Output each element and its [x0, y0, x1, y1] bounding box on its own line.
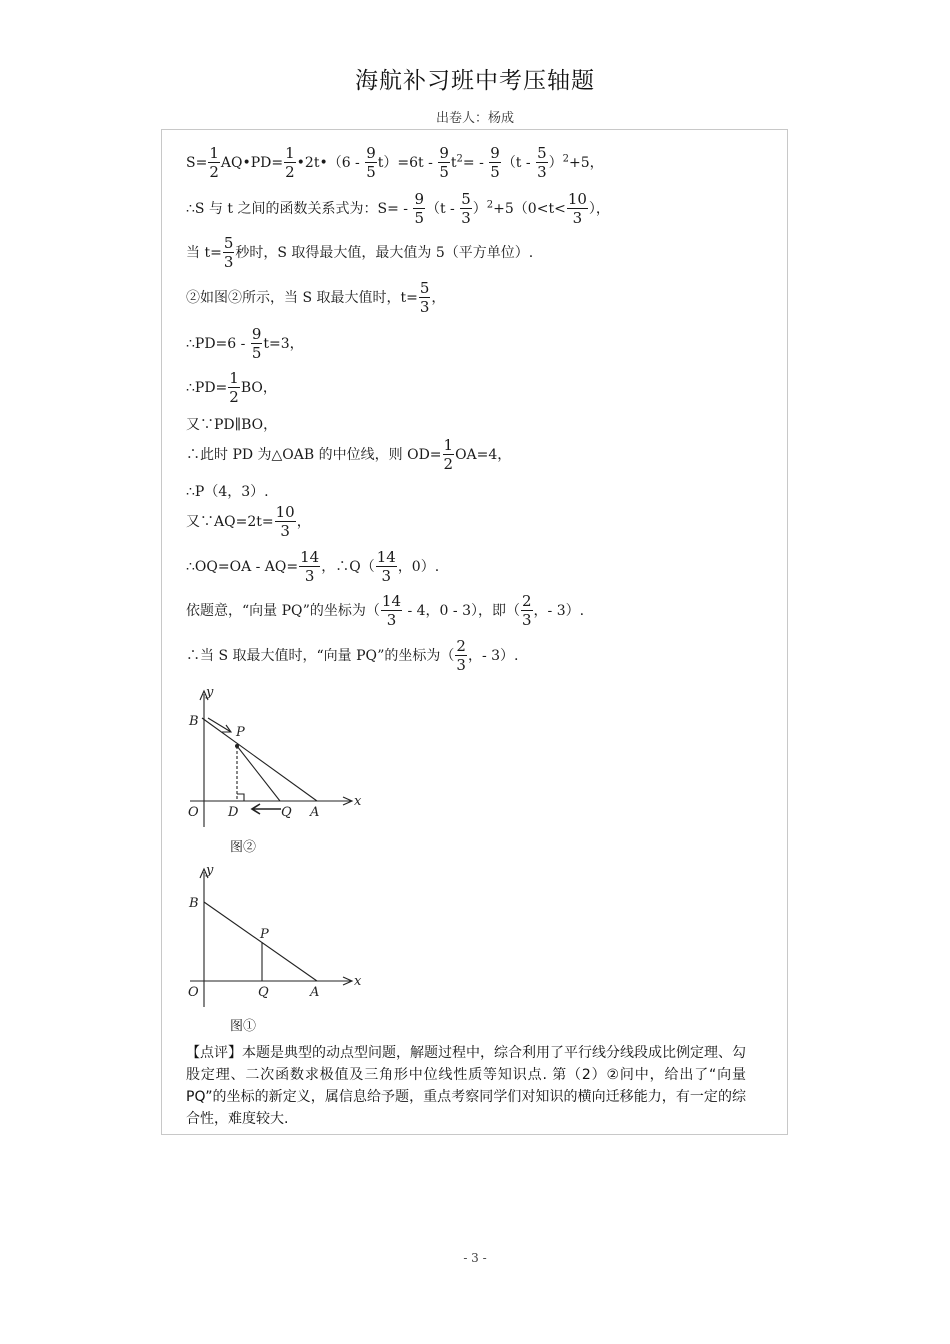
figure-2-diagram	[180, 682, 370, 832]
text-segment: ），	[588, 201, 610, 217]
text-segment: 依题意，“向量 PQ”的坐标为（	[186, 603, 380, 619]
figure-2-caption: 图②	[230, 840, 257, 855]
text-segment: •2t•（6 -	[296, 155, 365, 171]
solution-line-13	[186, 639, 519, 673]
fraction: $\frac{9}{5}$	[490, 144, 500, 181]
label-O: O	[188, 985, 199, 1000]
page-title: 海航补习班中考压轴题	[355, 68, 595, 94]
fraction: $\frac{9}{5}$	[251, 325, 262, 362]
label-x: x	[354, 794, 362, 809]
text-segment: - 4，0 - 3），即（	[403, 603, 520, 619]
solution-line-3	[186, 236, 533, 270]
label-D: D	[228, 805, 239, 820]
text-segment: ②如图②所示，当 S 取最大值时，t=	[186, 290, 418, 306]
fraction: $\frac{5}{3}$	[419, 279, 430, 316]
comment-paragraph: 【点评】本题是典型的动点型问题，解题过程中，综合利用了平行线分线段成比例定理、勾股定理、二次函数求极值及三角形中位线性质等知识点. 第（2）②问中，给出了“向量 PQ”的坐标的新定义，属信息给予题，重点考察同学们对知识的横向迁移能力，有一定的综合性，难度较大.	[186, 1045, 746, 1127]
label-A: A	[310, 985, 320, 1000]
text-segment: S=	[186, 155, 208, 171]
text-segment: +5，	[569, 155, 604, 171]
text-segment: ，	[296, 514, 311, 530]
line-PQ	[237, 746, 280, 801]
solution-line-9: ∴P（4，3）.	[186, 484, 269, 500]
text-segment: AQ•PD=	[220, 155, 284, 171]
label-B: B	[189, 714, 199, 729]
label-y: y	[206, 863, 214, 878]
fraction: $\frac{5}{3}$	[461, 190, 471, 227]
text-segment: 当 t=	[186, 245, 222, 261]
solution-line-11	[186, 550, 439, 584]
right-angle-mark	[237, 794, 244, 801]
point-P-dot	[235, 744, 239, 748]
label-A: A	[310, 805, 320, 820]
fraction: $\frac{14}{3}$	[376, 548, 396, 585]
label-x: x	[354, 974, 362, 989]
text-segment: ）	[472, 201, 487, 217]
fraction: $\frac{9}{5}$	[366, 144, 376, 181]
text-segment: ∴PD=	[186, 380, 228, 396]
text-segment: ）	[548, 155, 563, 171]
line-BA	[202, 718, 317, 801]
fraction: $\frac{1}{2}$	[285, 144, 295, 181]
text-segment: ，	[431, 290, 446, 306]
motion-arrow-BP-head	[222, 725, 231, 732]
label-y: y	[206, 685, 214, 700]
text-segment: ∴此时 PD 为△OAB 的中位线，则 OD=	[186, 447, 442, 463]
fraction: $\frac{1}{2}$	[443, 436, 454, 473]
text-segment: t）=6t -	[377, 155, 438, 171]
text-segment: 又∵AQ=2t=	[186, 514, 274, 530]
label-Q: Q	[258, 985, 269, 1000]
solution-line-5	[186, 327, 304, 361]
fraction: $\frac{14}{3}$	[300, 548, 320, 585]
solution-line-12	[186, 594, 584, 628]
solution-line-1	[186, 146, 604, 180]
fraction: $\frac{1}{2}$	[229, 369, 239, 406]
solution-line-10	[186, 505, 311, 539]
text-segment: （t -	[501, 155, 536, 171]
text-segment: t=3，	[263, 336, 304, 352]
fraction: $\frac{5}{3}$	[537, 144, 547, 181]
fraction: $\frac{9}{5}$	[414, 190, 424, 227]
label-O: O	[188, 805, 199, 820]
label-P: P	[236, 725, 245, 740]
label-Q: Q	[281, 805, 292, 820]
exponent: 2	[486, 199, 494, 211]
fraction: $\frac{1}{2}$	[209, 144, 219, 181]
figure-1-caption: 图①	[230, 1019, 257, 1034]
text-segment: （t -	[425, 201, 460, 217]
text-segment: = -	[462, 155, 489, 171]
fraction: $\frac{5}{3}$	[223, 234, 234, 271]
fraction: $\frac{10}{3}$	[275, 503, 295, 540]
label-B: B	[189, 896, 199, 911]
label-P: P	[260, 927, 269, 942]
solution-line-7: 又∵PD∥BO，	[186, 417, 278, 433]
fraction: $\frac{14}{3}$	[381, 592, 402, 629]
text-segment: ∴S 与 t 之间的函数关系式为：S= -	[186, 201, 413, 217]
figure-1-diagram	[180, 862, 370, 1012]
solution-line-6	[186, 371, 277, 405]
text-segment: ∴当 S 取最大值时，“向量 PQ”的坐标为（	[186, 648, 455, 664]
text-segment: ∴OQ=OA - AQ=	[186, 559, 299, 575]
text-segment: t	[450, 155, 457, 171]
text-segment: ，- 3）.	[533, 603, 585, 619]
fraction: $\frac{10}{3}$	[567, 190, 587, 227]
fraction: $\frac{9}{5}$	[439, 144, 449, 181]
text-segment: OA=4，	[455, 447, 512, 463]
solution-line-8	[186, 438, 511, 472]
text-segment: BO，	[240, 380, 277, 396]
text-segment: ∴PD=6 -	[186, 336, 250, 352]
text-segment: ，0）.	[397, 559, 440, 575]
solution-line-4	[186, 281, 445, 315]
exponent: 2	[562, 153, 569, 165]
text-segment: ，- 3）.	[467, 648, 519, 664]
text-segment: ，∴Q（	[321, 559, 375, 575]
exponent: 2	[456, 153, 463, 165]
fraction: $\frac{2}{3}$	[522, 592, 532, 629]
page-number: - 3 -	[463, 1251, 487, 1265]
solution-line-2	[186, 192, 610, 226]
author-line: 出卷人：杨成	[435, 111, 514, 126]
fraction: $\frac{2}{3}$	[456, 637, 466, 674]
text-segment: 秒时，S 取得最大值，最大值为 5（平方单位）.	[235, 245, 534, 261]
text-segment: +5（0<t<	[493, 201, 566, 217]
